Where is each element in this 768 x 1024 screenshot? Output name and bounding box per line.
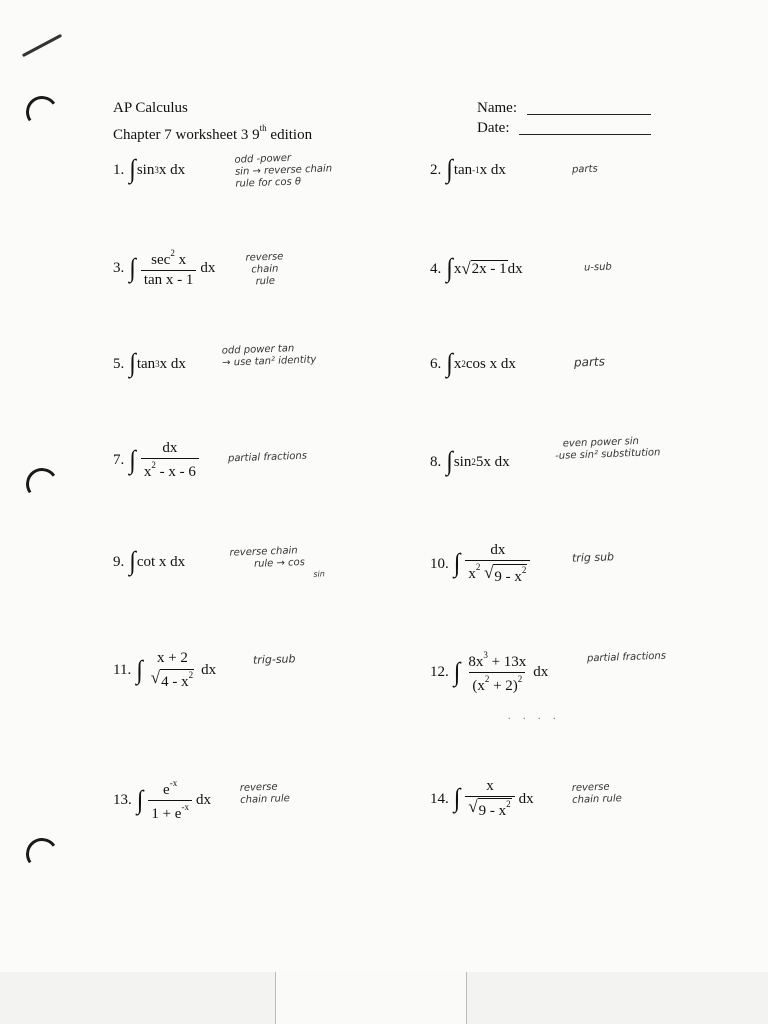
problem-4: 4. ∫ x √ 2x - 1 dx <box>430 254 523 284</box>
pen-mark <box>22 34 62 57</box>
note-5: odd power tan → use tan² identity <box>221 343 317 369</box>
problem-7: 7. ∫ $\frac{dx}{x^2 - x - 6}$ <box>113 440 203 481</box>
problem-2: 2. ∫ tan -1 x dx <box>430 155 506 185</box>
note-14: reverse chain rule <box>571 781 623 806</box>
problem-5: 5. ∫ tan 3 x dx <box>113 349 186 379</box>
problem-14: 14. ∫ x √ $9 - x^2$ dx <box>430 778 534 819</box>
problem-13: 13. ∫ $\frac{e^{-x}}{1 + e^{-x}}$ dx <box>113 778 211 822</box>
stray-dots: . . . . <box>508 711 561 722</box>
worksheet-title: Chapter 7 worksheet 3 9th edition <box>113 123 313 143</box>
name-label: Name: <box>477 100 517 116</box>
date-field[interactable] <box>519 134 651 135</box>
course-title: AP Calculus <box>113 100 188 116</box>
note-8: even power sin -use sin² substitution <box>555 435 661 462</box>
binder-hole-bottom <box>23 835 60 872</box>
scan-background <box>0 972 768 1024</box>
binder-hole-middle <box>23 465 60 502</box>
problem-1: 1. ∫ sin 3 x dx <box>113 155 186 185</box>
note-11: trig-sub <box>252 652 296 667</box>
note-13: reverse chain rule <box>239 781 291 806</box>
note-6: parts <box>573 354 606 370</box>
problem-3: 3. ∫ $\frac{\sec^2 x}{\text{tan x - 1}}$ dx <box>113 248 216 288</box>
date-label: Date: <box>477 120 510 136</box>
problem-11: 11. ∫ x + 2 √ $4 - x^2$ dx <box>113 650 217 690</box>
binder-hole-top <box>23 93 60 130</box>
note-2: parts <box>571 163 598 176</box>
note-7: partial fractions <box>227 450 308 465</box>
problem-6: 6. ∫ x 2 cos x dx <box>430 349 516 379</box>
note-4: u-sub <box>583 261 613 274</box>
note-1: odd -power sin → reverse chain rule for cos θ <box>234 152 333 190</box>
problem-10: 10. ∫ dx $x^2$ √ $9 - x^2$ <box>430 542 534 586</box>
note-10: trig sub <box>571 550 615 565</box>
note-9: reverse chain rule → cos sin <box>229 545 325 579</box>
note-12: partial fractions <box>586 650 667 665</box>
name-field[interactable] <box>527 114 651 115</box>
problem-12: 12. ∫ $\frac{8x^3 + 13x}{(x^2 + 2)^2}$ dx <box>430 650 549 694</box>
problem-8: 8. ∫ sin 2 5x dx <box>430 447 510 477</box>
page-edge-tab <box>275 972 467 1024</box>
problem-9: 9. ∫ cot x dx <box>113 547 186 577</box>
note-3: reverse chain rule <box>245 251 284 288</box>
